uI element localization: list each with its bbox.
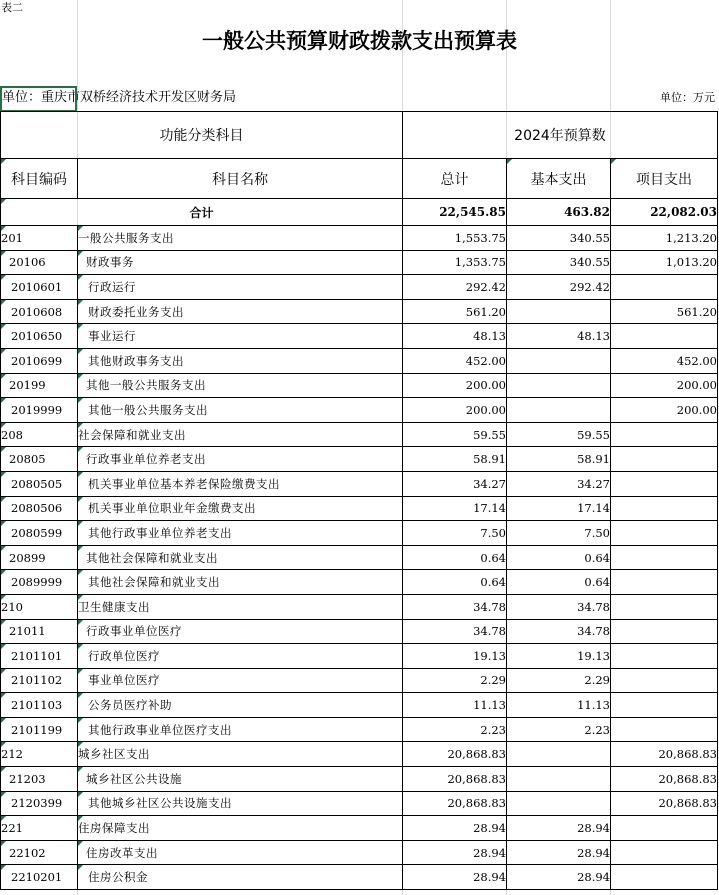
row-name[interactable]: 城乡社区支出 bbox=[78, 742, 403, 767]
row-project[interactable]: 452.00 bbox=[611, 348, 718, 373]
row-name[interactable]: 其他行政事业单位医疗支出 bbox=[78, 717, 403, 742]
table-row bbox=[1, 471, 718, 496]
row-project[interactable] bbox=[611, 570, 718, 595]
row-code[interactable]: 21203 bbox=[1, 767, 78, 792]
row-name[interactable]: 行政事业单位医疗 bbox=[78, 619, 403, 644]
row-name[interactable]: 住房公积金 bbox=[78, 865, 403, 890]
row-basic[interactable]: 34.78 bbox=[507, 619, 611, 644]
row-total[interactable]: 17.14 bbox=[403, 496, 507, 521]
table-row bbox=[1, 299, 718, 324]
page-title[interactable]: 一般公共预算财政拨款支出预算表 bbox=[202, 28, 517, 53]
header-basic[interactable]: 基本支出 bbox=[507, 159, 611, 199]
table-row bbox=[1, 348, 718, 373]
row-basic[interactable]: 7.50 bbox=[507, 521, 611, 546]
row-name[interactable]: 财政委托业务支出 bbox=[78, 299, 403, 324]
row-basic[interactable] bbox=[507, 767, 611, 792]
row-total[interactable]: 34.78 bbox=[403, 594, 507, 619]
row-total[interactable]: 59.55 bbox=[403, 422, 507, 447]
row-total[interactable]: 292.42 bbox=[403, 275, 507, 300]
row-project[interactable] bbox=[611, 275, 718, 300]
row-code[interactable]: 2120399 bbox=[1, 791, 78, 816]
row-name[interactable]: 其他城乡社区公共设施支出 bbox=[78, 791, 403, 816]
table-row bbox=[1, 496, 718, 521]
row-code[interactable]: 208 bbox=[1, 422, 78, 447]
row-code[interactable]: 2080505 bbox=[1, 471, 78, 496]
table-row bbox=[1, 668, 718, 693]
row-basic[interactable] bbox=[507, 373, 611, 398]
row-name[interactable]: 行政运行 bbox=[78, 275, 403, 300]
row-code[interactable]: 2080506 bbox=[1, 496, 78, 521]
header-project[interactable]: 项目支出 bbox=[611, 159, 718, 199]
unit-currency[interactable]: 单位：万元 bbox=[660, 91, 715, 104]
row-basic[interactable] bbox=[507, 791, 611, 816]
row-total[interactable]: 200.00 bbox=[403, 373, 507, 398]
row-basic[interactable] bbox=[507, 742, 611, 767]
row-project[interactable] bbox=[611, 422, 718, 447]
row-project[interactable] bbox=[611, 816, 718, 841]
row-name[interactable]: 一般公共服务支出 bbox=[78, 226, 403, 251]
row-project[interactable] bbox=[611, 594, 718, 619]
row-code[interactable]: 2080599 bbox=[1, 521, 78, 546]
row-code[interactable]: 2010608 bbox=[1, 299, 78, 324]
table-row bbox=[1, 717, 718, 742]
row-basic[interactable]: 0.64 bbox=[507, 545, 611, 570]
table-row bbox=[1, 521, 718, 546]
row-name[interactable]: 机关事业单位基本养老保险缴费支出 bbox=[78, 471, 403, 496]
row-project[interactable]: 20,868.83 bbox=[611, 767, 718, 792]
row-total[interactable]: 561.20 bbox=[403, 299, 507, 324]
row-total[interactable]: 0.64 bbox=[403, 545, 507, 570]
row-name[interactable]: 其他财政事务支出 bbox=[78, 348, 403, 373]
row-total[interactable]: 20,868.83 bbox=[403, 742, 507, 767]
selected-cell-outline bbox=[0, 86, 77, 112]
row-code[interactable]: 2010601 bbox=[1, 275, 78, 300]
row-project[interactable] bbox=[611, 644, 718, 669]
row-name[interactable]: 事业运行 bbox=[78, 324, 403, 349]
row-basic[interactable]: 28.94 bbox=[507, 865, 611, 890]
row-total[interactable]: 2.23 bbox=[403, 717, 507, 742]
row-total[interactable]: 20,868.83 bbox=[403, 791, 507, 816]
row-code[interactable]: 20899 bbox=[1, 545, 78, 570]
row-name[interactable]: 行政事业单位养老支出 bbox=[78, 447, 403, 472]
row-total[interactable]: 452.00 bbox=[403, 348, 507, 373]
row-name[interactable]: 其他一般公共服务支出 bbox=[78, 398, 403, 423]
row-total[interactable]: 48.13 bbox=[403, 324, 507, 349]
row-code[interactable]: 2101199 bbox=[1, 717, 78, 742]
row-total[interactable]: 34.78 bbox=[403, 619, 507, 644]
row-name[interactable]: 其他行政事业单位养老支出 bbox=[78, 521, 403, 546]
header-row-2 bbox=[1, 159, 718, 199]
row-project[interactable] bbox=[611, 471, 718, 496]
row-name[interactable]: 机关事业单位职业年金缴费支出 bbox=[78, 496, 403, 521]
row-total[interactable]: 0.64 bbox=[403, 570, 507, 595]
row-total[interactable]: 7.50 bbox=[403, 521, 507, 546]
row-project[interactable]: 1,013.20 bbox=[611, 250, 718, 275]
table-row bbox=[1, 324, 718, 349]
row-basic[interactable]: 48.13 bbox=[507, 324, 611, 349]
row-basic[interactable]: 59.55 bbox=[507, 422, 611, 447]
table-row bbox=[1, 275, 718, 300]
row-code[interactable]: 2089999 bbox=[1, 570, 78, 595]
row-code[interactable]: 2101101 bbox=[1, 644, 78, 669]
row-code[interactable]: 20199 bbox=[1, 373, 78, 398]
row-code[interactable]: 201 bbox=[1, 226, 78, 251]
table-row bbox=[1, 570, 718, 595]
table-row bbox=[1, 545, 718, 570]
row-project[interactable] bbox=[611, 693, 718, 718]
row-project[interactable]: 561.20 bbox=[611, 299, 718, 324]
row-code[interactable]: 210 bbox=[1, 594, 78, 619]
row-code[interactable]: 20106 bbox=[1, 250, 78, 275]
row-name[interactable]: 卫生健康支出 bbox=[78, 594, 403, 619]
row-code[interactable]: 2210201 bbox=[1, 865, 78, 890]
row-name[interactable]: 行政单位医疗 bbox=[78, 644, 403, 669]
row-project[interactable] bbox=[611, 619, 718, 644]
row-basic[interactable]: 2.29 bbox=[507, 668, 611, 693]
row-basic[interactable]: 340.55 bbox=[507, 226, 611, 251]
total-row bbox=[1, 199, 718, 226]
row-basic[interactable]: 11.13 bbox=[507, 693, 611, 718]
row-basic[interactable]: 17.14 bbox=[507, 496, 611, 521]
row-total[interactable]: 28.94 bbox=[403, 816, 507, 841]
row-basic[interactable] bbox=[507, 398, 611, 423]
row-code[interactable]: 2010650 bbox=[1, 324, 78, 349]
table-row bbox=[1, 840, 718, 865]
row-code[interactable]: 2101103 bbox=[1, 693, 78, 718]
row-code[interactable]: 21011 bbox=[1, 619, 78, 644]
row-basic[interactable]: 58.91 bbox=[507, 447, 611, 472]
row-code[interactable]: 2010699 bbox=[1, 348, 78, 373]
table-row bbox=[1, 250, 718, 275]
row-project[interactable]: 20,868.83 bbox=[611, 791, 718, 816]
row-name[interactable]: 其他社会保障和就业支出 bbox=[78, 545, 403, 570]
table-row bbox=[1, 226, 718, 251]
row-total[interactable]: 58.91 bbox=[403, 447, 507, 472]
row-total[interactable]: 1,353.75 bbox=[403, 250, 507, 275]
total-label[interactable]: 合计 bbox=[1, 199, 403, 226]
row-project[interactable]: 200.00 bbox=[611, 398, 718, 423]
row-basic[interactable]: 19.13 bbox=[507, 644, 611, 669]
row-name[interactable]: 其他社会保障和就业支出 bbox=[78, 570, 403, 595]
row-project[interactable] bbox=[611, 668, 718, 693]
header-row-1 bbox=[1, 112, 718, 159]
row-basic[interactable]: 34.27 bbox=[507, 471, 611, 496]
table-row bbox=[1, 865, 718, 890]
row-name[interactable]: 其他一般公共服务支出 bbox=[78, 373, 403, 398]
row-project[interactable] bbox=[611, 324, 718, 349]
row-project[interactable] bbox=[611, 521, 718, 546]
row-project[interactable] bbox=[611, 865, 718, 890]
row-name[interactable]: 城乡社区公共设施 bbox=[78, 767, 403, 792]
row-total[interactable]: 28.94 bbox=[403, 840, 507, 865]
row-project[interactable] bbox=[611, 447, 718, 472]
row-total[interactable]: 11.13 bbox=[403, 693, 507, 718]
row-total[interactable]: 1,553.75 bbox=[403, 226, 507, 251]
table-row bbox=[1, 816, 718, 841]
sheet-tag[interactable]: 表二 bbox=[1, 1, 23, 14]
row-total[interactable]: 28.94 bbox=[403, 865, 507, 890]
row-basic[interactable]: 292.42 bbox=[507, 275, 611, 300]
row-name[interactable]: 住房改革支出 bbox=[78, 840, 403, 865]
row-basic[interactable]: 0.64 bbox=[507, 570, 611, 595]
table-row bbox=[1, 767, 718, 792]
table-row bbox=[1, 422, 718, 447]
header-name[interactable]: 科目名称 bbox=[78, 159, 403, 199]
row-code[interactable]: 221 bbox=[1, 816, 78, 841]
row-project[interactable] bbox=[611, 717, 718, 742]
table-row bbox=[1, 594, 718, 619]
row-total[interactable]: 34.27 bbox=[403, 471, 507, 496]
row-project[interactable] bbox=[611, 496, 718, 521]
row-name[interactable]: 财政事务 bbox=[78, 250, 403, 275]
row-basic[interactable]: 28.94 bbox=[507, 840, 611, 865]
header-code[interactable]: 科目编码 bbox=[1, 159, 78, 199]
table-row bbox=[1, 373, 718, 398]
row-project[interactable]: 1,213.20 bbox=[611, 226, 718, 251]
row-name[interactable]: 社会保障和就业支出 bbox=[78, 422, 403, 447]
row-code[interactable]: 22102 bbox=[1, 840, 78, 865]
table-row bbox=[1, 619, 718, 644]
table-row bbox=[1, 693, 718, 718]
row-project[interactable]: 200.00 bbox=[611, 373, 718, 398]
row-basic[interactable] bbox=[507, 299, 611, 324]
row-total[interactable]: 20,868.83 bbox=[403, 767, 507, 792]
row-total[interactable]: 200.00 bbox=[403, 398, 507, 423]
header-func-category[interactable]: 功能分类科目 bbox=[1, 112, 403, 159]
row-basic[interactable]: 34.78 bbox=[507, 594, 611, 619]
table-row bbox=[1, 644, 718, 669]
row-project[interactable] bbox=[611, 840, 718, 865]
header-total[interactable]: 总计 bbox=[403, 159, 507, 199]
unit-department[interactable]: 单位：重庆市双桥经济技术开发区财务局 bbox=[2, 90, 237, 105]
row-basic[interactable] bbox=[507, 348, 611, 373]
row-total[interactable]: 19.13 bbox=[403, 644, 507, 669]
total-basic[interactable]: 463.82 bbox=[507, 199, 611, 226]
row-basic[interactable]: 28.94 bbox=[507, 816, 611, 841]
total-sum[interactable]: 22,545.85 bbox=[403, 199, 507, 226]
table-row bbox=[1, 447, 718, 472]
header-budget-group[interactable]: 2024年预算数 bbox=[403, 112, 718, 159]
row-basic[interactable]: 340.55 bbox=[507, 250, 611, 275]
table-row bbox=[1, 742, 718, 767]
row-basic[interactable]: 2.23 bbox=[507, 717, 611, 742]
table-row bbox=[1, 398, 718, 423]
row-project[interactable]: 20,868.83 bbox=[611, 742, 718, 767]
row-code[interactable]: 2101102 bbox=[1, 668, 78, 693]
row-code[interactable]: 212 bbox=[1, 742, 78, 767]
budget-table bbox=[0, 111, 718, 890]
row-total[interactable]: 2.29 bbox=[403, 668, 507, 693]
row-name[interactable]: 公务员医疗补助 bbox=[78, 693, 403, 718]
row-name[interactable]: 事业单位医疗 bbox=[78, 668, 403, 693]
row-project[interactable] bbox=[611, 545, 718, 570]
total-project[interactable]: 22,082.03 bbox=[611, 199, 718, 226]
table-row bbox=[1, 791, 718, 816]
row-code[interactable]: 2019999 bbox=[1, 398, 78, 423]
row-name[interactable]: 住房保障支出 bbox=[78, 816, 403, 841]
row-code[interactable]: 20805 bbox=[1, 447, 78, 472]
